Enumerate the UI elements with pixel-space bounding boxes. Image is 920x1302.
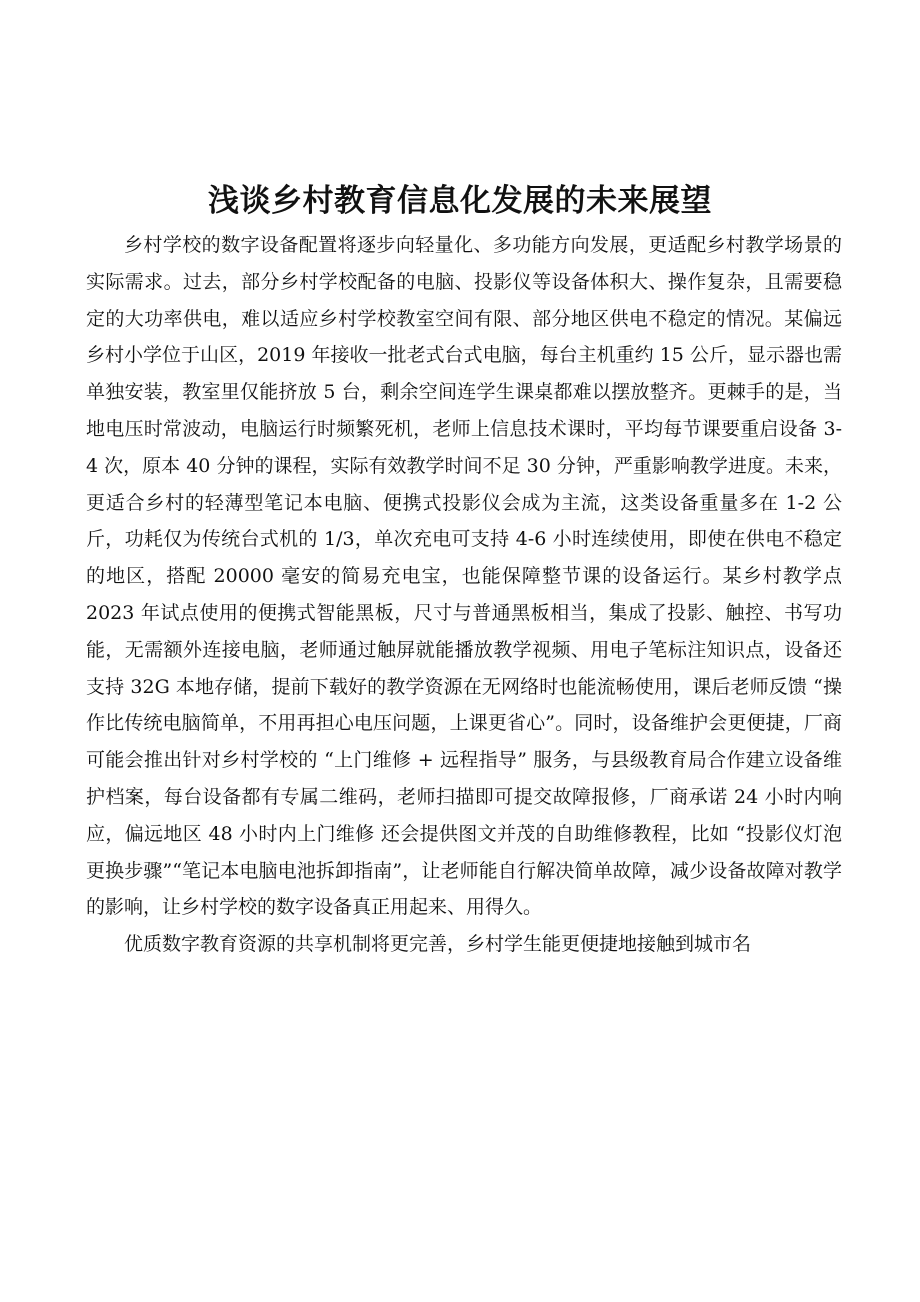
page-title: 浅谈乡村教育信息化发展的未来展望 — [208, 182, 712, 219]
article-body — [86, 227, 842, 963]
paragraph: 乡村学校的数字设备配置将逐步向轻量化、多功能方向发展，更适配乡村教学场景的实际需求。过去，部分乡村学校配备的电脑、投影仪等设备体积大、操作复杂，且需要稳定的大功率供电，难以适应乡村学校教室空间有限、部分地区供电不稳定的情况。某偏远乡村小学位于山区，2019 年接收一批老式台式电脑，每台主机重约 15 公斤，显示器也需单独安装，教室里仅能挤放 5 台，剩余空间连学生课桌都难以摆放整齐。更棘手的是，当地电压时常波动，电脑运行时频繁死机，老师上信息技术课时，平均每节课要重启设备 3-4 次，原本 40 分钟的课程，实际有效教学时间不足 30 分钟，严重影响教学进度。未来，更适合乡村的轻薄型笔记本电脑、便携式投影仪会成为主流，这类设备重量多在 1-2 公斤，功耗仅为传统台式机的 1/3，单次充电可支持 4-6 小时连续使用，即使在供电不稳定的地区，搭配 20000 毫安的简易充电宝，也能保障整节课的设备运行。某乡村教学点 2023 年试点使用的便携式智能黑板，尺寸与普通黑板相当，集成了投影、触控、书写功能，无需额外连接电脑，老师通过触屏就能播放教学视频、用电子笔标注知识点，设备还支持 32G 本地存储，提前下载好的教学资源在无网络时也能流畅使用，课后老师反馈 “操作比传统电脑简单，不用再担心电压问题，上课更省心”。同时，设备维护会更便捷，厂商可能会推出针对乡村学校的 “上门维修 + 远程指导” 服务，与县级教育局合作建立设备维护档案，每台设备都有专属二维码，老师扫描即可提交故障报修，厂商承诺 24 小时内响应，偏远地区 48 小时内上门维修 还会提供图文并茂的自助维修教程，比如 “投影仪灯泡更换步骤”“笔记本电脑电池拆卸指南”，让老师能自行解决简单故障，减少设备故障对教学的影响，让乡村学校的数字设备真正用起来、用得久。 — [86, 234, 842, 919]
paragraph: 优质数字教育资源的共享机制将更完善，乡村学生能更便捷地接触到城市名 — [124, 933, 752, 956]
